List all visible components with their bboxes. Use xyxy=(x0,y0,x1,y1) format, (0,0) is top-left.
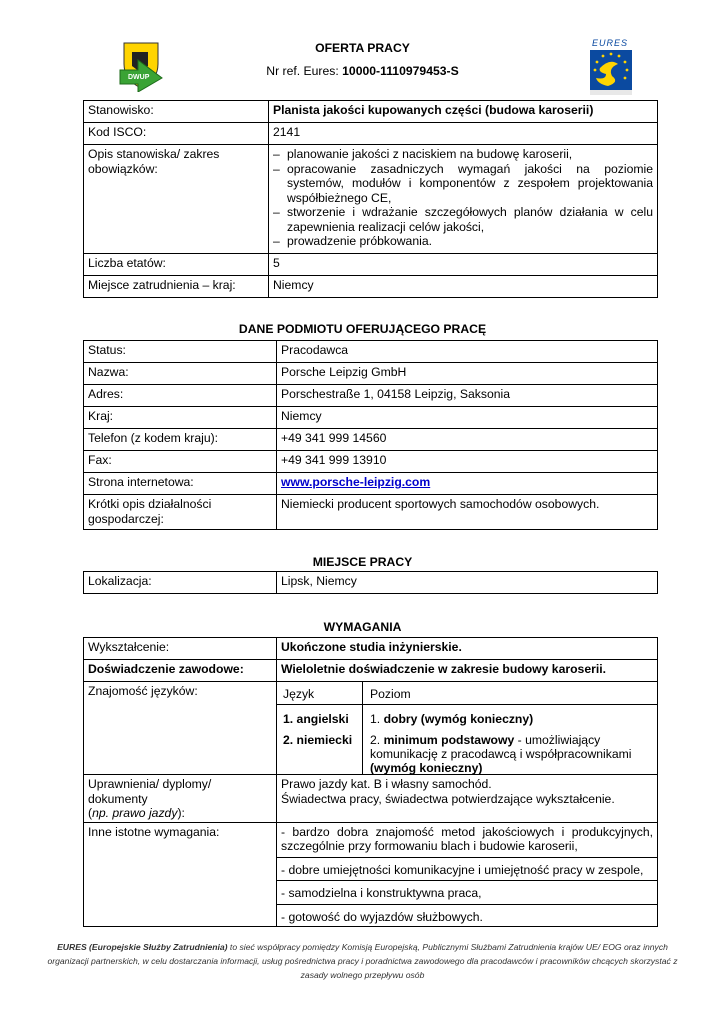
education-label: Wykształcenie: xyxy=(84,638,277,660)
other-requirement-item: - samodzielna i konstruktywna praca, xyxy=(277,880,657,904)
other-requirements-cell xyxy=(277,822,658,927)
position-label: Stanowisko: xyxy=(84,101,269,123)
language-level: 1. dobry (wymóg konieczny) xyxy=(370,712,534,726)
requirements-section-title: WYMAGANIA xyxy=(323,620,402,634)
name-label: Nazwa: xyxy=(84,363,277,385)
address-value: Porschestraße 1, 04158 Leipzig, Saksonia xyxy=(277,385,658,407)
country-value: Niemcy xyxy=(277,407,658,429)
experience-value: Wieloletnie doświadczenie w zakresie budowy karoserii. xyxy=(277,660,658,682)
permits-label: Uprawnienia/ dyplomy/ dokumenty (np. prawo jazdy): xyxy=(84,775,277,823)
position-value: Planista jakości kupowanych części (budowa karoserii) xyxy=(269,101,658,123)
website-link[interactable]: www.porsche-leipzig.com xyxy=(281,475,431,489)
workplace-table xyxy=(83,571,658,594)
experience-label: Doświadczenie zawodowe: xyxy=(84,660,277,682)
other-requirement-item: - bardzo dobra znajomość metod jakościowych i produkcyjnych, szczególnie przy formowaniu blach i budowie karoserii, xyxy=(281,824,653,853)
eures-logo-text: EURES xyxy=(592,38,629,48)
reference-prefix: Nr ref. Eures: xyxy=(266,64,343,78)
languages-label: Znajomość języków: xyxy=(84,682,277,775)
duties-list xyxy=(269,145,658,254)
eures-logo xyxy=(586,38,636,98)
other-requirement-item: - dobre umiejętności komunikacyjne i umiejętność pracy w zespole, xyxy=(277,857,657,881)
level-column-header: Poziom xyxy=(370,687,411,701)
employer-table xyxy=(83,340,658,530)
fax-label: Fax: xyxy=(84,451,277,473)
place-value: Niemcy xyxy=(269,276,658,298)
name-value: Porsche Leipzig GmbH xyxy=(277,363,658,385)
place-label: Miejsce zatrudnienia – kraj: xyxy=(84,276,269,298)
website-cell xyxy=(277,473,658,495)
reference-value: 10000-1110979453-S xyxy=(342,64,459,78)
duty-item: – opracowanie zasadniczych wymagań jakości na poziomie systemów, modułów i komponentów z zespołem projektowania współbieżnego CE, xyxy=(273,161,653,205)
jobs-value: 5 xyxy=(269,254,658,276)
fax-value: +49 341 999 13910 xyxy=(277,451,658,473)
isco-value: 2141 xyxy=(269,123,658,145)
duty-item: – prowadzenie próbkowania. xyxy=(273,234,432,248)
duties-label: Opis stanowiska/ zakres obowiązków: xyxy=(84,145,269,254)
workplace-section-title: MIEJSCE PRACY xyxy=(312,555,413,569)
offer-table xyxy=(83,100,658,298)
address-label: Adres: xyxy=(84,385,277,407)
website-label: Strona internetowa: xyxy=(84,473,277,495)
business-description-label: Krótki opis działalności gospodarczej: xyxy=(84,495,277,530)
footer-text: to sieć współpracy pomiędzy Komisją Europejską, Publicznymi Służbami Zatrudnienia krajów UE/ EOG oraz innych organizacji partnerskich, w celu dostarczania informacji, usług pośrednictwa pracy i poradnictwa zawodowego dla pracodawców i pracowników chcących skorzystać z zasady wolnego przepływu osób xyxy=(47,942,678,980)
language-name: 2. niemiecki xyxy=(283,733,353,747)
status-label: Status: xyxy=(84,341,277,363)
language-name: 1. angielski xyxy=(283,712,349,726)
isco-label: Kod ISCO: xyxy=(84,123,269,145)
footer-note xyxy=(40,940,685,982)
permits-example: np. prawo jazdy xyxy=(92,806,178,820)
status-value: Pracodawca xyxy=(277,341,658,363)
education-value: Ukończone studia inżynierskie. xyxy=(277,638,658,660)
business-description-value: Niemiecki producent sportowych samochodów osobowych. xyxy=(277,495,658,530)
other-requirements-label: Inne istotne wymagania: xyxy=(84,822,277,927)
duty-item: – stworzenie i wdrażanie szczegółowych planów działania w celu zapewnienia realizacji celów jakości, xyxy=(273,205,653,234)
dwup-logo-text: DWUP xyxy=(128,74,150,81)
phone-label: Telefon (z kodem kraju): xyxy=(84,429,277,451)
location-label: Lokalizacja: xyxy=(84,572,277,594)
phone-value: +49 341 999 14560 xyxy=(277,429,658,451)
jobs-label: Liczba etatów: xyxy=(84,254,269,276)
language-level: 2. minimum podstawowy - umożliwiający komunikację z pracodawcą i współpracownikami (wymóg konieczny) xyxy=(370,733,632,775)
other-requirement-item: - gotowość do wyjazdów służbowych. xyxy=(277,904,657,927)
permits-value: Prawo jazdy kat. B i własny samochód. Świadectwa pracy, świadectwa potwierdzające wykształcenie. xyxy=(277,775,658,823)
page-title: OFERTA PRACY xyxy=(315,41,410,55)
employer-section-title: DANE PODMIOTU OFERUJĄCEGO PRACĘ xyxy=(238,322,487,336)
country-label: Kraj: xyxy=(84,407,277,429)
language-column-header: Język xyxy=(283,687,315,701)
duty-item: – planowanie jakości z naciskiem na budowę karoserii, xyxy=(273,147,573,161)
languages-cell xyxy=(277,682,658,775)
requirements-table xyxy=(83,637,658,927)
location-value: Lipsk, Niemcy xyxy=(277,572,658,594)
footer-lead: EURES (Europejskie Służby Zatrudnienia) xyxy=(57,942,228,952)
